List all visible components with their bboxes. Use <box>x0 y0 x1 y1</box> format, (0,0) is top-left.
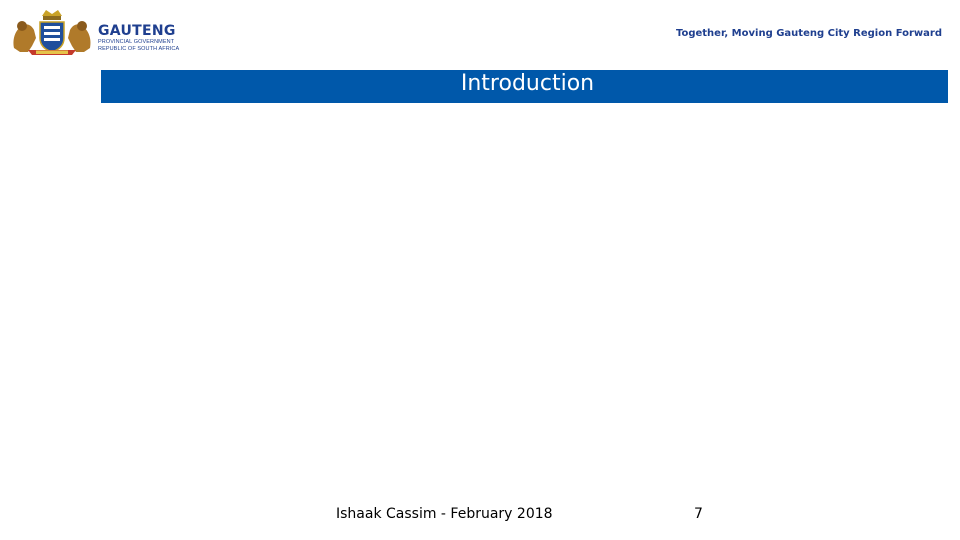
header <box>0 0 960 66</box>
org-sub-line1: PROVINCIAL GOVERNMENT <box>98 39 175 45</box>
org-block <box>98 24 179 52</box>
coat-of-arms-icon <box>10 8 94 56</box>
slide-title: Introduction <box>460 71 595 96</box>
org-name: GAUTENG <box>98 23 176 39</box>
title-bar <box>101 70 948 103</box>
tagline: Together, Moving Gauteng City Region Forward <box>675 28 942 39</box>
org-sub-line2: REPUBLIC OF SOUTH AFRICA <box>98 45 180 52</box>
footer-author-date: Ishaak Cassim - February 2018 <box>336 506 553 522</box>
page-number: 7 <box>694 506 703 522</box>
